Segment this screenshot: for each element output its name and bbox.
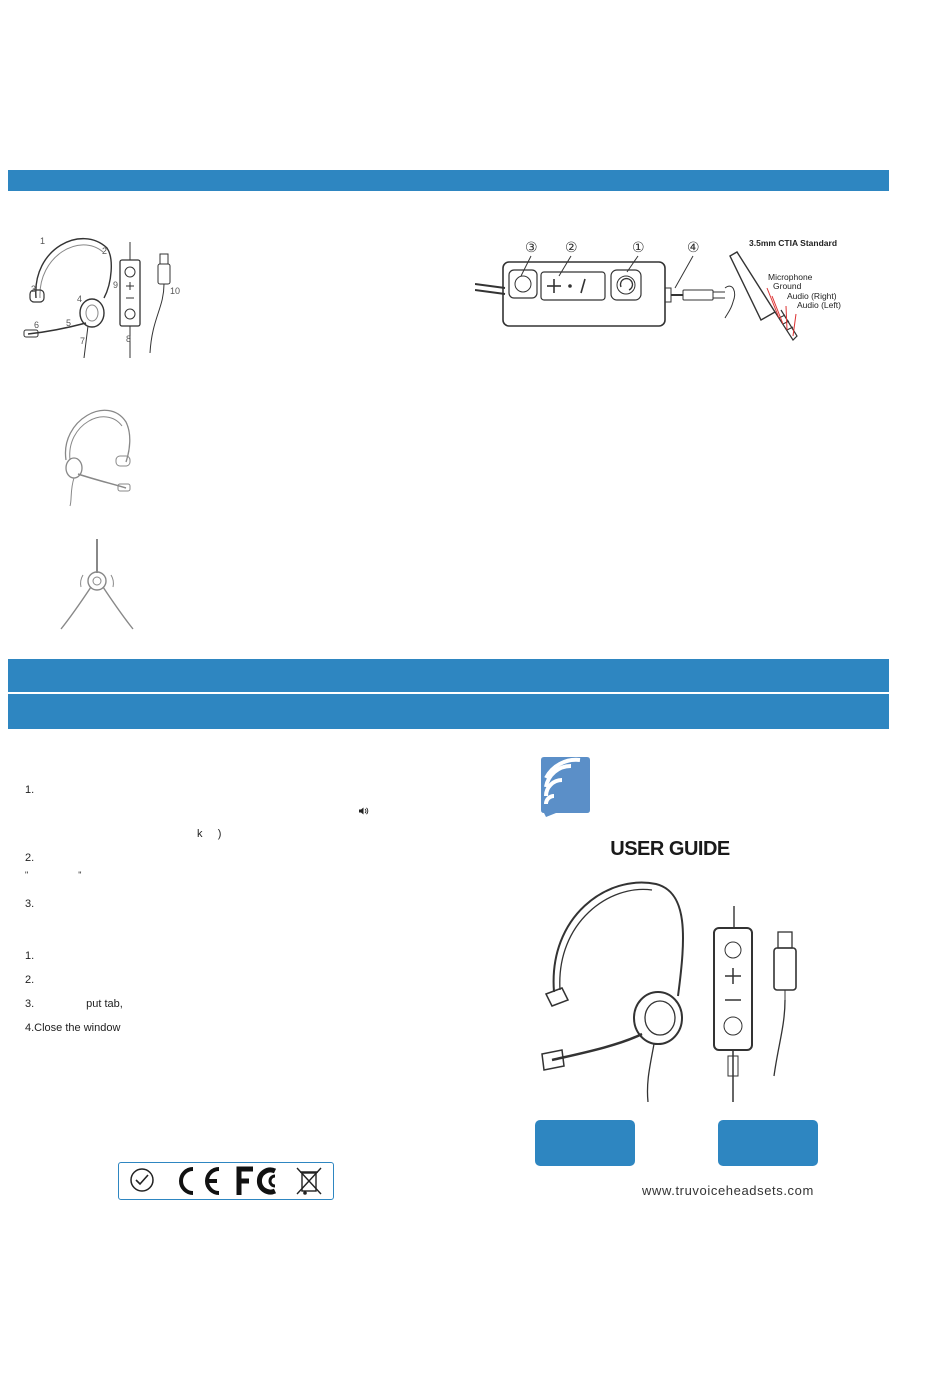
instruction-item: " " [25,870,82,880]
part-number: 10 [170,286,181,296]
inline-control-diagram [475,232,855,352]
jack-label-audio-right: Audio (Right) [787,291,837,301]
control-number: ① [632,240,645,256]
headband-adjust-diagram [58,400,138,508]
instruction-item: 2. [25,852,35,864]
part-number: 1 [40,236,46,246]
instruction-item: 4.Close the window [25,1022,121,1034]
middle-band-lower [8,694,889,729]
part-number: 6 [34,320,40,330]
cover-button-right[interactable] [718,1120,818,1166]
jack-standard-label: 3.5mm CTIA Standard [749,238,838,248]
part-number: 5 [66,318,72,328]
control-number: ② [565,240,578,256]
speaker-icon [358,806,370,816]
headset-parts-diagram [22,228,192,363]
earcup-rotation-diagram [55,535,140,635]
part-number: 4 [77,294,83,304]
instruction-item: k ) [197,828,222,840]
part-number: 3 [31,284,37,294]
cover-title: USER GUIDE [610,838,730,860]
top-band [8,170,889,191]
part-number: 9 [113,280,119,290]
fc-mark-icon [235,1165,283,1197]
instruction-item: 3. put tab, [25,998,123,1010]
jack-label-ground: Ground [773,281,802,291]
instruction-item: 1. [25,950,35,962]
part-number: 8 [126,334,132,344]
instruction-item: 2. [25,974,35,986]
part-number: 2 [102,246,108,256]
cert-mark-icon [127,1167,157,1195]
instruction-item: 3. [25,898,35,910]
weee-bin-icon [295,1165,323,1197]
jack-label-microphone: Microphone [768,272,813,282]
website-url[interactable]: www.truvoiceheadsets.com [642,1183,814,1198]
middle-band-upper [8,659,889,692]
control-number: ④ [687,240,700,256]
cover-headset-illustration [538,876,818,1102]
brand-logo-icon [538,756,592,818]
jack-label-audio-left: Audio (Left) [797,300,841,310]
certification-box [118,1162,334,1200]
ce-mark-icon [171,1165,225,1197]
instruction-item: 1. [25,784,35,796]
cover-button-left[interactable] [535,1120,635,1166]
control-number: ③ [525,240,538,256]
part-number: 7 [80,336,86,346]
